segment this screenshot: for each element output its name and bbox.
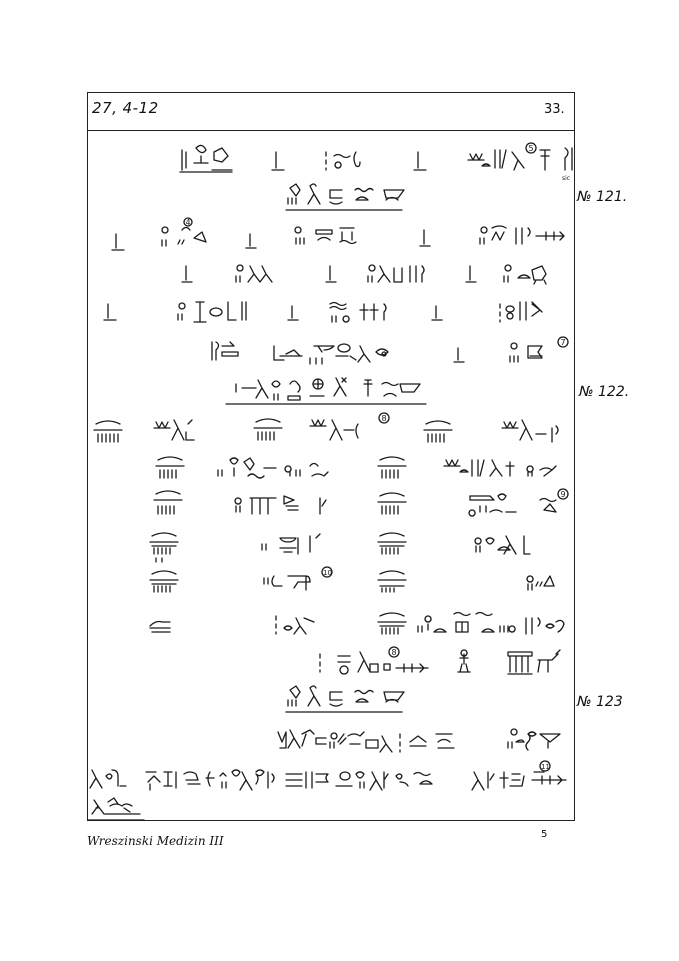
text-reference: 27, 4-12: [92, 99, 159, 117]
svg-text:sic: sic: [562, 175, 571, 182]
hieroglyph-line-3: [112, 218, 564, 250]
hieroglyph-line-14: [320, 647, 560, 674]
svg-text:9: 9: [560, 490, 566, 499]
hieroglyph-line-9: [156, 457, 556, 478]
hieroglyph-line-16: [278, 729, 560, 752]
hieroglyph-line-7: [226, 378, 426, 404]
svg-text:7: 7: [560, 338, 566, 347]
hieroglyph-line-6: [212, 337, 568, 364]
svg-text:4: 4: [185, 218, 191, 227]
entry-number-121: № 121.: [577, 189, 628, 205]
hieroglyph-line-13: [150, 613, 564, 635]
hieroglyph-line-15: [286, 686, 404, 712]
hieroglyph-line-4: [182, 265, 546, 284]
hieroglyph-line-2: [286, 184, 404, 210]
svg-text:11: 11: [541, 763, 550, 771]
hieroglyph-line-8: [94, 413, 558, 442]
hieroglyph-line-1: [180, 143, 572, 182]
hieroglyph-line-18: [88, 798, 144, 820]
hieroglyph-line-11: [150, 533, 530, 562]
svg-text:5: 5: [528, 144, 534, 153]
svg-text:8: 8: [381, 414, 387, 423]
hieroglyph-line-17: [90, 761, 566, 790]
svg-text:10: 10: [323, 569, 332, 577]
hieroglyph-line-12: [150, 567, 554, 592]
svg-text:8: 8: [391, 648, 397, 657]
entry-number-123: № 123: [577, 694, 623, 710]
footer-page-number: 5: [541, 829, 548, 840]
page-number: 33.: [544, 102, 565, 117]
footer-credit: Wreszinski Medizin III: [87, 834, 224, 848]
entry-number-122: № 122.: [579, 384, 630, 400]
hieroglyph-line-10: [154, 489, 568, 516]
hieroglyph-line-5: [104, 302, 542, 322]
